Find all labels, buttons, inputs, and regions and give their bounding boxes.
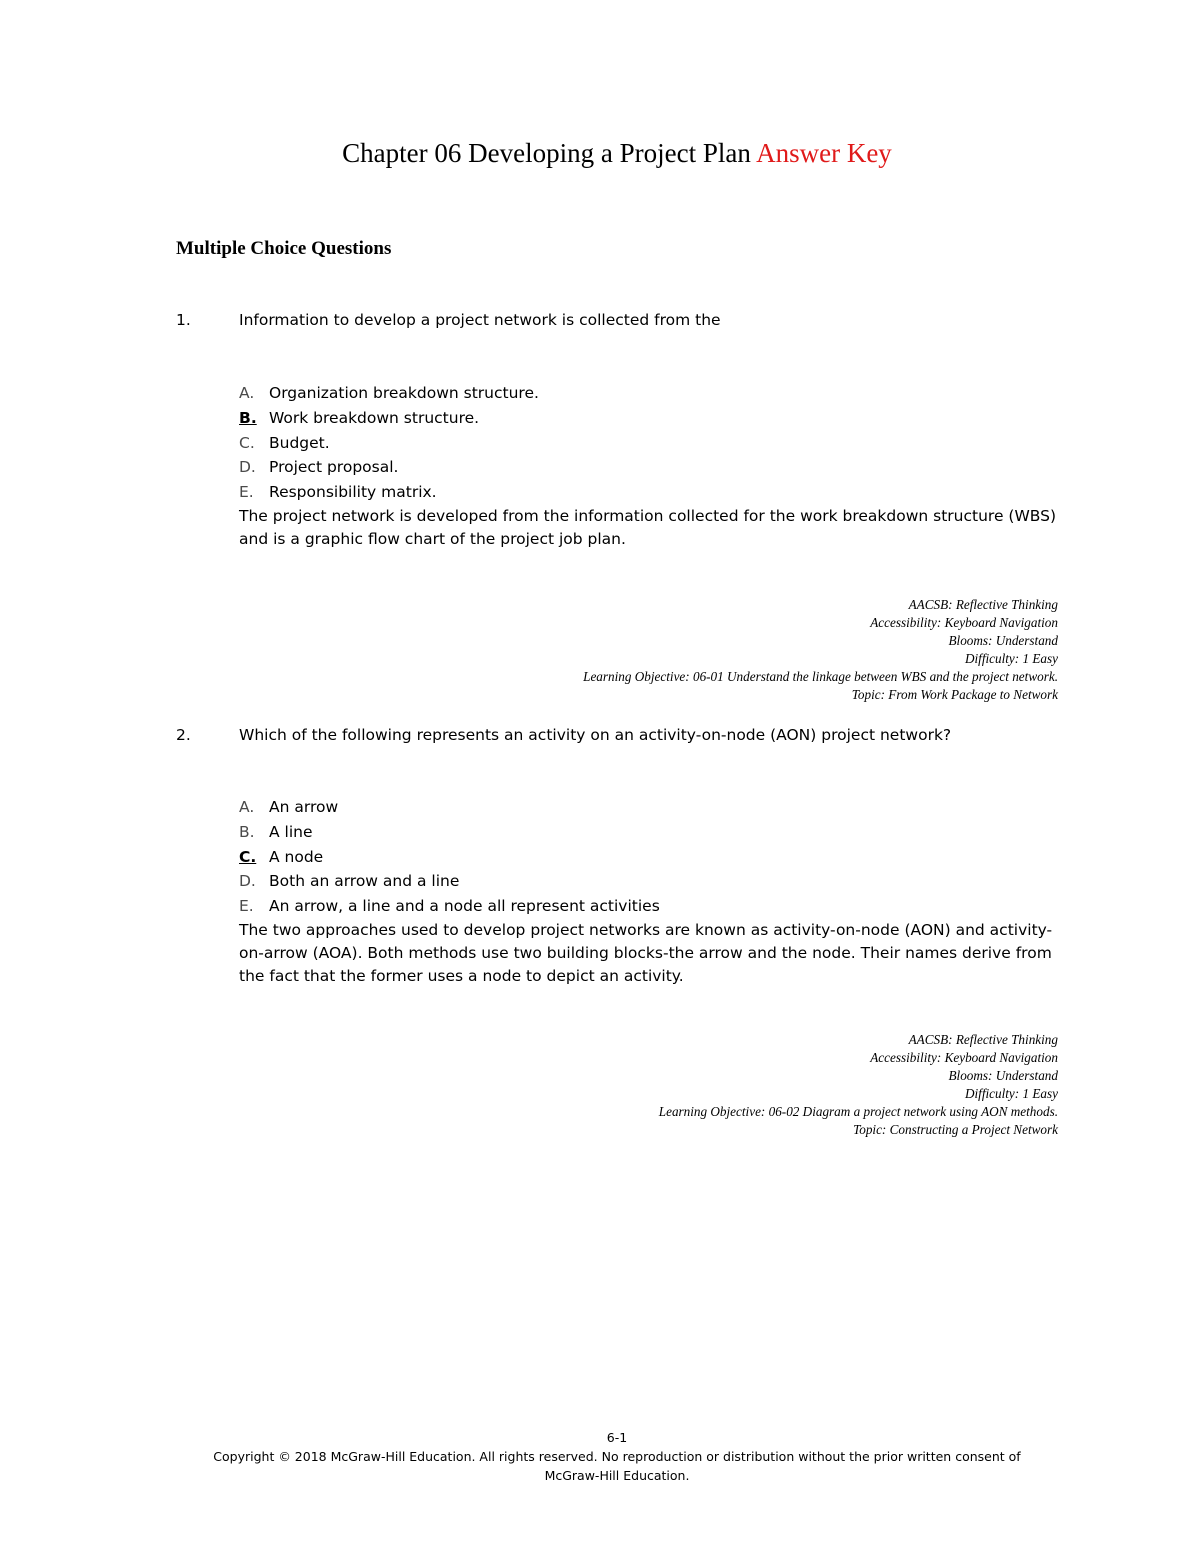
- page-number: 6-1: [606, 1430, 628, 1445]
- option-letter-correct: C.: [239, 847, 257, 866]
- option-text: A line: [269, 822, 313, 841]
- answer-option: [239, 869, 660, 894]
- answer-option: [239, 795, 660, 820]
- meta-difficulty: Difficulty: 1 Easy: [964, 1086, 1058, 1101]
- meta-learning-objective: Learning Objective: 06-02 Diagram a project network using AON methods.: [658, 1104, 1058, 1119]
- option-text: An arrow, a line and a node all represent activities: [269, 897, 660, 916]
- question-metadata: [358, 1031, 1058, 1139]
- answer-option: [239, 381, 539, 406]
- meta-learning-objective: Learning Objective: 06-01 Understand the linkage between WBS and the project network.: [583, 669, 1058, 684]
- meta-topic: Topic: Constructing a Project Network: [853, 1122, 1058, 1137]
- meta-aacsb: AACSB: Reflective Thinking: [908, 1032, 1058, 1047]
- answer-explanation: The two approaches used to develop project networks are known as activity-on-node (AON) and activity-on-arrow (AOA). Both methods use two building blocks-the arrow and the node. Their names derive from the fact that the former uses a node to depict an activity.: [239, 921, 1053, 985]
- answer-options: [239, 381, 539, 505]
- question-number: 2.: [176, 726, 191, 744]
- option-letter: D.: [239, 458, 256, 477]
- answer-option-correct: [239, 406, 539, 431]
- question-number: 1.: [176, 311, 191, 329]
- option-letter: B.: [239, 822, 255, 841]
- section-heading: Multiple Choice Questions: [176, 238, 392, 259]
- option-letter: D.: [239, 872, 256, 891]
- question-stem: [176, 311, 1066, 335]
- option-letter-correct: B.: [239, 408, 257, 427]
- option-text: Project proposal.: [269, 458, 399, 477]
- page-footer: [0, 1428, 1200, 1485]
- answer-option-correct: [239, 845, 660, 870]
- question-metadata: [358, 596, 1058, 704]
- option-text: An arrow: [269, 798, 339, 816]
- copyright-line-2: McGraw-Hill Education.: [544, 1468, 690, 1483]
- meta-accessibility: Accessibility: Keyboard Navigation: [870, 615, 1058, 630]
- option-letter: C.: [239, 433, 255, 452]
- meta-accessibility: Accessibility: Keyboard Navigation: [870, 1050, 1058, 1065]
- answer-option: [239, 820, 660, 845]
- meta-blooms: Blooms: Understand: [948, 1068, 1058, 1083]
- meta-difficulty: Difficulty: 1 Easy: [964, 651, 1058, 666]
- option-text: Work breakdown structure.: [269, 408, 480, 427]
- option-letter: E.: [239, 897, 254, 916]
- answer-option: [239, 431, 539, 456]
- answer-option: [239, 894, 660, 919]
- meta-topic: Topic: From Work Package to Network: [851, 687, 1058, 702]
- title-accent: Answer Key: [756, 138, 892, 168]
- meta-aacsb: AACSB: Reflective Thinking: [908, 597, 1058, 612]
- answer-option: [239, 455, 539, 480]
- question-text: Information to develop a project network is collected from the: [239, 311, 721, 329]
- question-2: [176, 726, 1066, 1146]
- question-stem: [176, 726, 1066, 750]
- option-letter: A.: [239, 384, 255, 402]
- meta-blooms: Blooms: Understand: [948, 633, 1058, 648]
- question-text: Which of the following represents an activity on an activity-on-node (AON) project network?: [239, 726, 952, 744]
- option-text: Budget.: [269, 433, 330, 452]
- answer-explanation: The project network is developed from the information collected for the work breakdown structure (WBS) and is a graphic flow chart of the project job plan.: [239, 507, 1057, 548]
- option-text: Both an arrow and a line: [269, 872, 460, 891]
- copyright-line-1: Copyright © 2018 McGraw-Hill Education. All rights reserved. No reproduction or distribution without the prior written consent of: [213, 1449, 1021, 1464]
- page-title: [0, 138, 1200, 169]
- option-letter: E.: [239, 483, 254, 502]
- title-main: Chapter 06 Developing a Project Plan: [342, 138, 751, 168]
- option-letter: A.: [239, 798, 255, 816]
- option-text: Organization breakdown structure.: [269, 384, 539, 402]
- option-text: A node: [269, 847, 324, 866]
- option-text: Responsibility matrix.: [269, 483, 437, 502]
- question-1: [176, 311, 1066, 711]
- answer-options: [239, 795, 660, 919]
- answer-option: [239, 480, 539, 505]
